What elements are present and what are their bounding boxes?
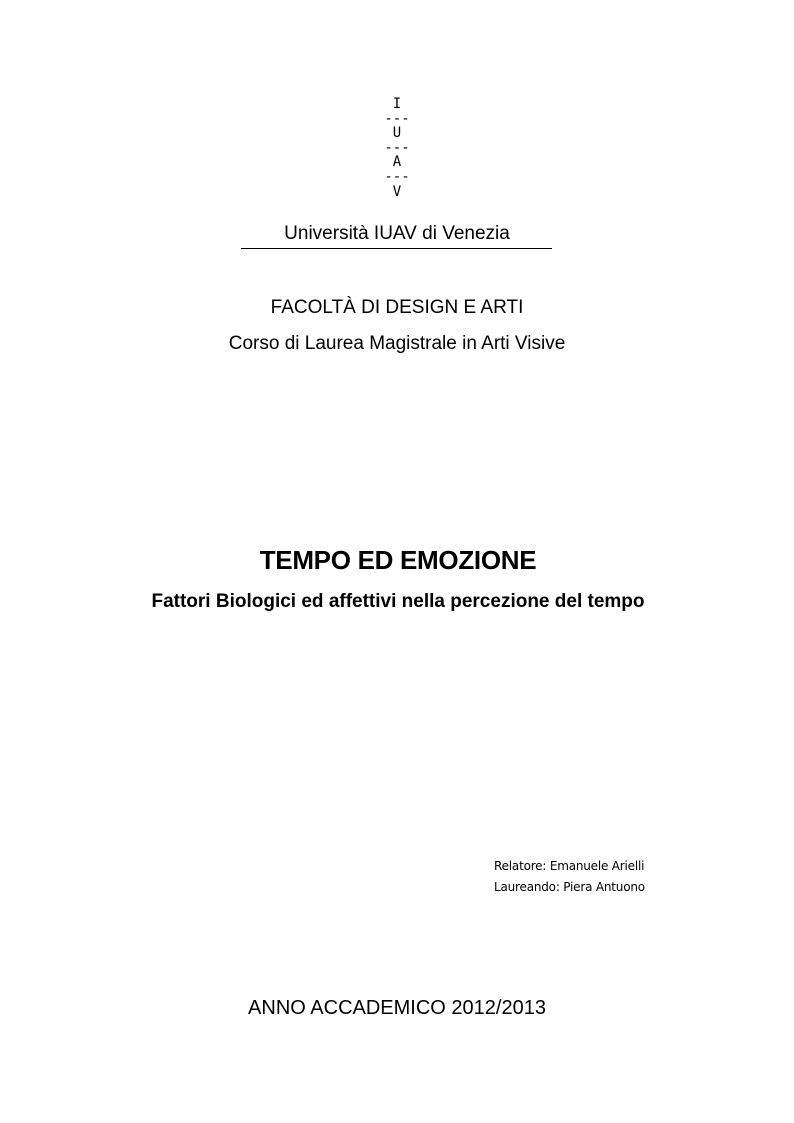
logo-dash: --- (384, 110, 410, 127)
logo-letter-u: U (392, 125, 402, 142)
logo-dash: --- (384, 139, 410, 156)
academic-year: ANNO ACCADEMICO 2012/2013 (248, 997, 546, 1019)
faculty-name: FACOLTÀ DI DESIGN E ARTI (270, 297, 524, 318)
course-name: Corso di Laurea Magistrale in Arti Visive (228, 333, 566, 354)
university-underline (241, 248, 552, 249)
logo-dash: --- (384, 168, 410, 185)
iuav-logo (377, 97, 417, 199)
logo-letter-i: I (392, 96, 402, 112)
candidate-line: Laureando: Piera Antuono (494, 880, 645, 894)
university-name: Università IUAV di Venezia (284, 223, 510, 244)
credits-block (494, 856, 645, 898)
logo-letter-a: A (392, 154, 402, 171)
supervisor-line: Relatore: Emanuele Arielli (494, 859, 645, 873)
thesis-title: TEMPO ED EMOZIONE (259, 545, 537, 575)
thesis-subtitle: Fattori Biologici ed affettivi nella percezione del tempo (151, 591, 645, 612)
logo-letter-v: V (392, 183, 402, 200)
